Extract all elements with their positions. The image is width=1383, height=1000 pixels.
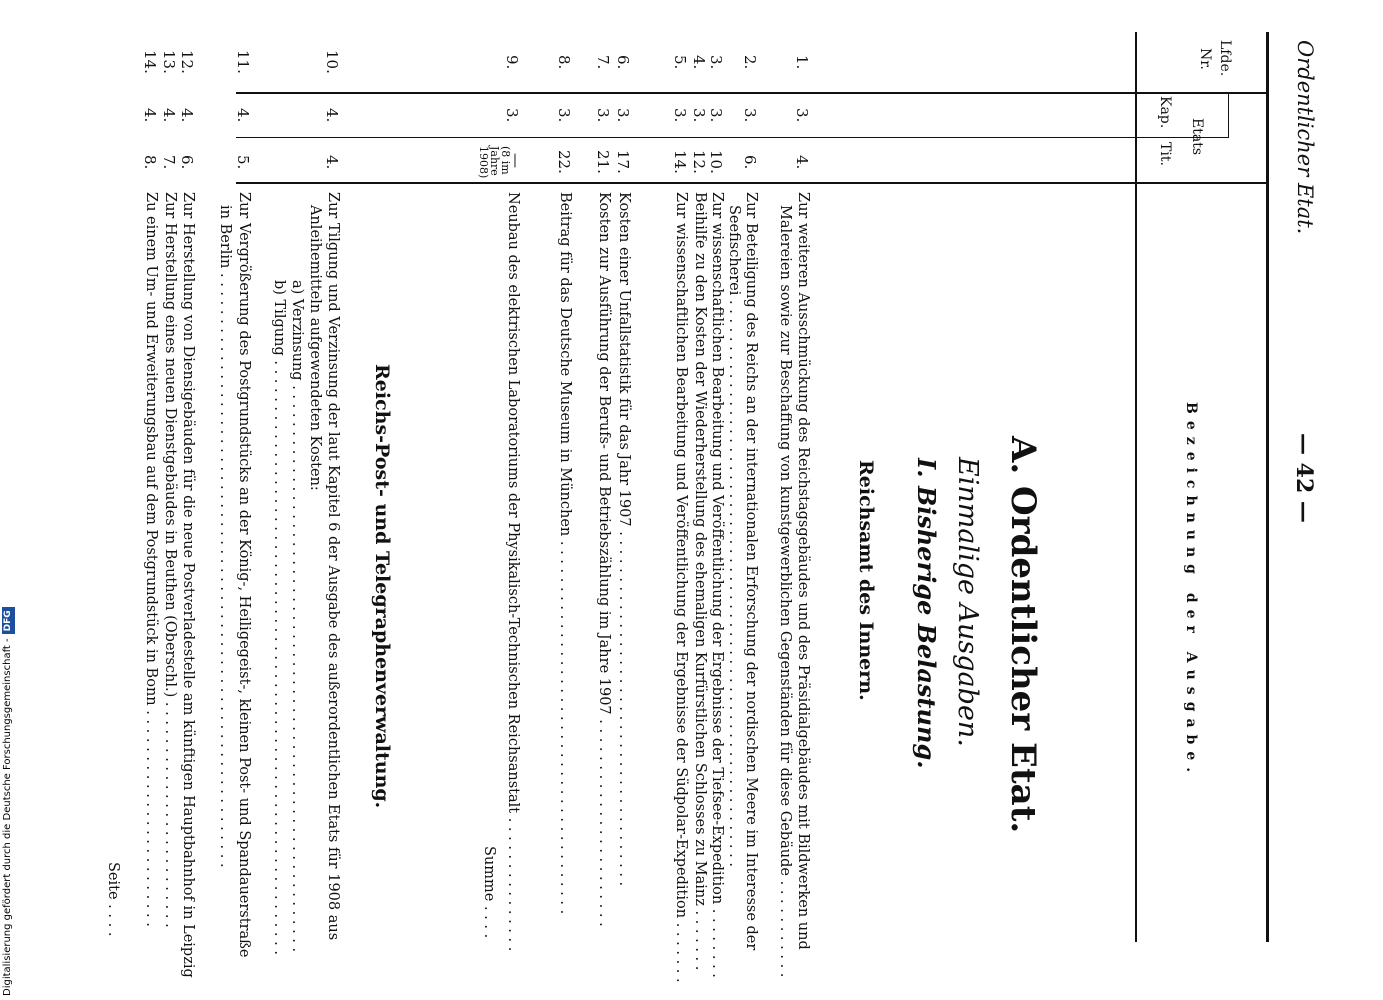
row-2-text: Zur Beteiligung des Reichs an der internationalen Erforschung der nordischen Meere im Interesse der bbox=[743, 192, 759, 951]
row-8-tit: 22. bbox=[555, 150, 573, 174]
row-9-tit-note-1: (8 im bbox=[499, 146, 512, 175]
row-10-text-cont: Anleihemitteln aufgewendeten Kosten: bbox=[307, 205, 323, 491]
row-10-kap: 4. bbox=[323, 108, 341, 123]
row-4-kap: 3. bbox=[690, 108, 708, 123]
row-9-nr: 9. bbox=[503, 55, 521, 70]
row-14-text: Zu einem Um- und Erweiterungsbau auf dem Postgrundstück in Bonn . . . . . . . . . . . . . . . . . . . . . . . . bbox=[143, 192, 159, 927]
row-3-nr: 3. bbox=[707, 55, 725, 70]
row-9-tit-note-2: Jahre bbox=[488, 146, 501, 176]
row-1-tit: 4. bbox=[793, 155, 811, 170]
row-4-tit: 12. bbox=[690, 150, 708, 174]
row-13-tit: 7. bbox=[160, 155, 178, 170]
summe-label: Summe . . . . bbox=[481, 846, 497, 939]
row-7-text: Kosten zur Ausführung der Berufs- und Betriebszählung im Jahre 1907 . . . . . . . . . . . . . . . . . . . . . . . bbox=[596, 192, 612, 927]
row-14-nr: 14. bbox=[141, 50, 159, 74]
row-10-sub-a: a) Verzinsung . . . . . . . . . . . . . . . . . . . . . . . . . . . . . . . . . . . . . . . . . . . . . . . . . . . . . . . . . . . . . . bbox=[289, 280, 305, 953]
row-7-nr: 7. bbox=[594, 55, 612, 70]
table-top-rule bbox=[1266, 32, 1269, 942]
row-4-nr: 4. bbox=[690, 55, 708, 70]
row-8-kap: 3. bbox=[555, 108, 573, 123]
post-heading: Reichs-Post- und Telegraphenverwaltung. bbox=[371, 364, 393, 809]
row-3-kap: 3. bbox=[707, 108, 725, 123]
row-11-nr: 11. bbox=[234, 50, 252, 74]
office-heading: Reichsamt des Innern. bbox=[855, 460, 877, 701]
row-2-tit: 6. bbox=[741, 155, 759, 170]
row-9-text: Neubau des elektrischen Laboratoriums der Physikalisch-Technischen Reichsanstalt . . . . . . . . . . . . . . . bbox=[505, 192, 521, 952]
row-10-tit: 4. bbox=[323, 155, 341, 170]
row-2-nr: 2. bbox=[741, 55, 759, 70]
row-2-kap: 3. bbox=[741, 108, 759, 123]
etats-split-rule bbox=[1228, 92, 1229, 137]
row-12-nr: 12. bbox=[178, 50, 196, 74]
column-header-rule bbox=[1135, 32, 1137, 942]
page-number: — 42 — bbox=[1291, 433, 1317, 523]
row-7-tit: 21. bbox=[594, 150, 612, 174]
row-4-text: Beihilfe zu den Kosten der Wiederherstellung des ehemaligen Kurfürstlichen Schlosses zu Mainz . . . . . . . bbox=[692, 192, 708, 971]
column-nr: Nr. bbox=[1197, 48, 1213, 70]
nr-column-rule bbox=[236, 92, 1266, 94]
dfg-logo: DFG bbox=[2, 607, 15, 634]
column-lfde: Lfde. bbox=[1217, 40, 1233, 77]
row-6-kap: 3. bbox=[614, 108, 632, 123]
row-12-tit: 6. bbox=[178, 155, 196, 170]
column-bezeichnung: Bezeichnung der Ausgabe. bbox=[1183, 402, 1199, 780]
seite-label: Seite . . . . bbox=[105, 862, 121, 937]
row-11-text-cont: in Berlin . . . . . . . . . . . . . . . . . . . . . . . . . . . . . . . . . . . . . . . . . . . . . . . . . . . . . . . . . . . . . . . . . bbox=[217, 205, 233, 868]
column-kap: Kap. bbox=[1157, 96, 1173, 129]
row-10-text: Zur Tilgung und Verzinsung der laut Kapitel 6 der Ausgabe des außerordentlichen Etats für 1908 aus bbox=[325, 192, 341, 941]
row-6-text: Kosten einer Unfallstatistik für das Jahr 1907 . . . . . . . . . . . . . . . . . . . . . . . . . . . . . . . . . . . . . . . bbox=[616, 192, 632, 887]
row-5-nr: 5. bbox=[671, 55, 689, 70]
row-1-text-cont: Malereien sowie zur Beschaffung von kunstgewerblichen Gegenständen für diese Gebäude . . . . . . . . . . . bbox=[777, 205, 793, 978]
row-12-kap: 4. bbox=[178, 108, 196, 123]
row-3-tit: 10. bbox=[707, 150, 725, 174]
part-heading: I. Bisherige Belastung. bbox=[912, 458, 941, 769]
row-5-kap: 3. bbox=[671, 108, 689, 123]
row-9-kap: 3. bbox=[503, 108, 521, 123]
column-tit: Tit. bbox=[1157, 142, 1173, 166]
row-10-nr: 10. bbox=[323, 50, 341, 74]
row-1-kap: 3. bbox=[793, 108, 811, 123]
row-8-nr: 8. bbox=[555, 55, 573, 70]
row-6-tit: 17. bbox=[614, 150, 632, 174]
kap-tit-rule bbox=[236, 137, 1229, 138]
row-7-kap: 3. bbox=[594, 108, 612, 123]
row-6-nr: 6. bbox=[614, 55, 632, 70]
row-13-nr: 13. bbox=[160, 50, 178, 74]
credit-text: Digitalisierung gefördert durch die Deutsche Forschungsgemeinschaft - bbox=[2, 638, 13, 996]
row-3-text: Zur wissenschaftlichen Bearbeitung und Veröffentlichung der Ergebnisse der Tiefsee-Expedition . . . . . . . . bbox=[709, 192, 725, 978]
column-etats: Etats bbox=[1189, 118, 1205, 156]
subsection-heading: Einmalige Ausgaben. bbox=[952, 457, 983, 747]
row-9-tit-note-3: 1908) bbox=[477, 146, 490, 179]
row-8-text: Beitrag für das Deutsche Museum in München . . . . . . . . . . . . . . . . . . . . . . . . . . . . . . . . . . . . . . . . . bbox=[557, 192, 573, 915]
etats-column-rule bbox=[236, 182, 1266, 184]
section-heading: A. Ordentlicher Etat. bbox=[1003, 436, 1043, 834]
digitization-credit bbox=[0, 606, 16, 996]
row-11-text: Zur Vergrößerung des Postgrundstücks an der König-, Heiligegeist-, kleinen Post- und Spandauerstraße bbox=[236, 192, 252, 958]
row-12-text: Zur Herstellung von Diensigebäuden für die neue Postverladestelle am künftigen Hauptbahnhof in Leipzig bbox=[180, 192, 196, 978]
row-1-nr: 1. bbox=[793, 55, 811, 70]
row-5-text: Zur wissenschaftlichen Bearbeitung und Veröffentlichung der Ergebnisse der Südpolar-Expedition . . . . . . . bbox=[673, 192, 689, 983]
row-10-sub-b: b) Tilgung . . . . . . . . . . . . . . . . . . . . . . . . . . . . . . . . . . . . . . . . . . . . . . . . . . . . . . . . . . . . . . . . . bbox=[271, 280, 287, 955]
row-9-tit: — bbox=[507, 153, 525, 168]
row-13-text: Zur Herstellung eines neuen Dienstgebäudes in Beuthen (Oberschl.) . . . . . . . . . . . . . . . . . . . . . . . . . bbox=[162, 192, 178, 928]
row-11-tit: 5. bbox=[234, 155, 252, 170]
row-13-kap: 4. bbox=[160, 108, 178, 123]
row-14-kap: 4. bbox=[141, 108, 159, 123]
running-title: Ordentlicher Etat. bbox=[1293, 40, 1317, 235]
row-11-kap: 4. bbox=[234, 108, 252, 123]
row-2-text-cont: Seefischerei . . . . . . . . . . . . . . . . . . . . . . . . . . . . . . . . . . . . . . . . . . . . . . . . . . . . . . . . . . . . . . bbox=[726, 205, 742, 867]
row-5-tit: 14. bbox=[671, 150, 689, 174]
row-14-tit: 8. bbox=[141, 155, 159, 170]
row-1-text: Zur weiteren Ausschmückung des Reichstagsgebäudes und des Präsidialgebäudes mit Bildwerken und bbox=[795, 192, 811, 950]
